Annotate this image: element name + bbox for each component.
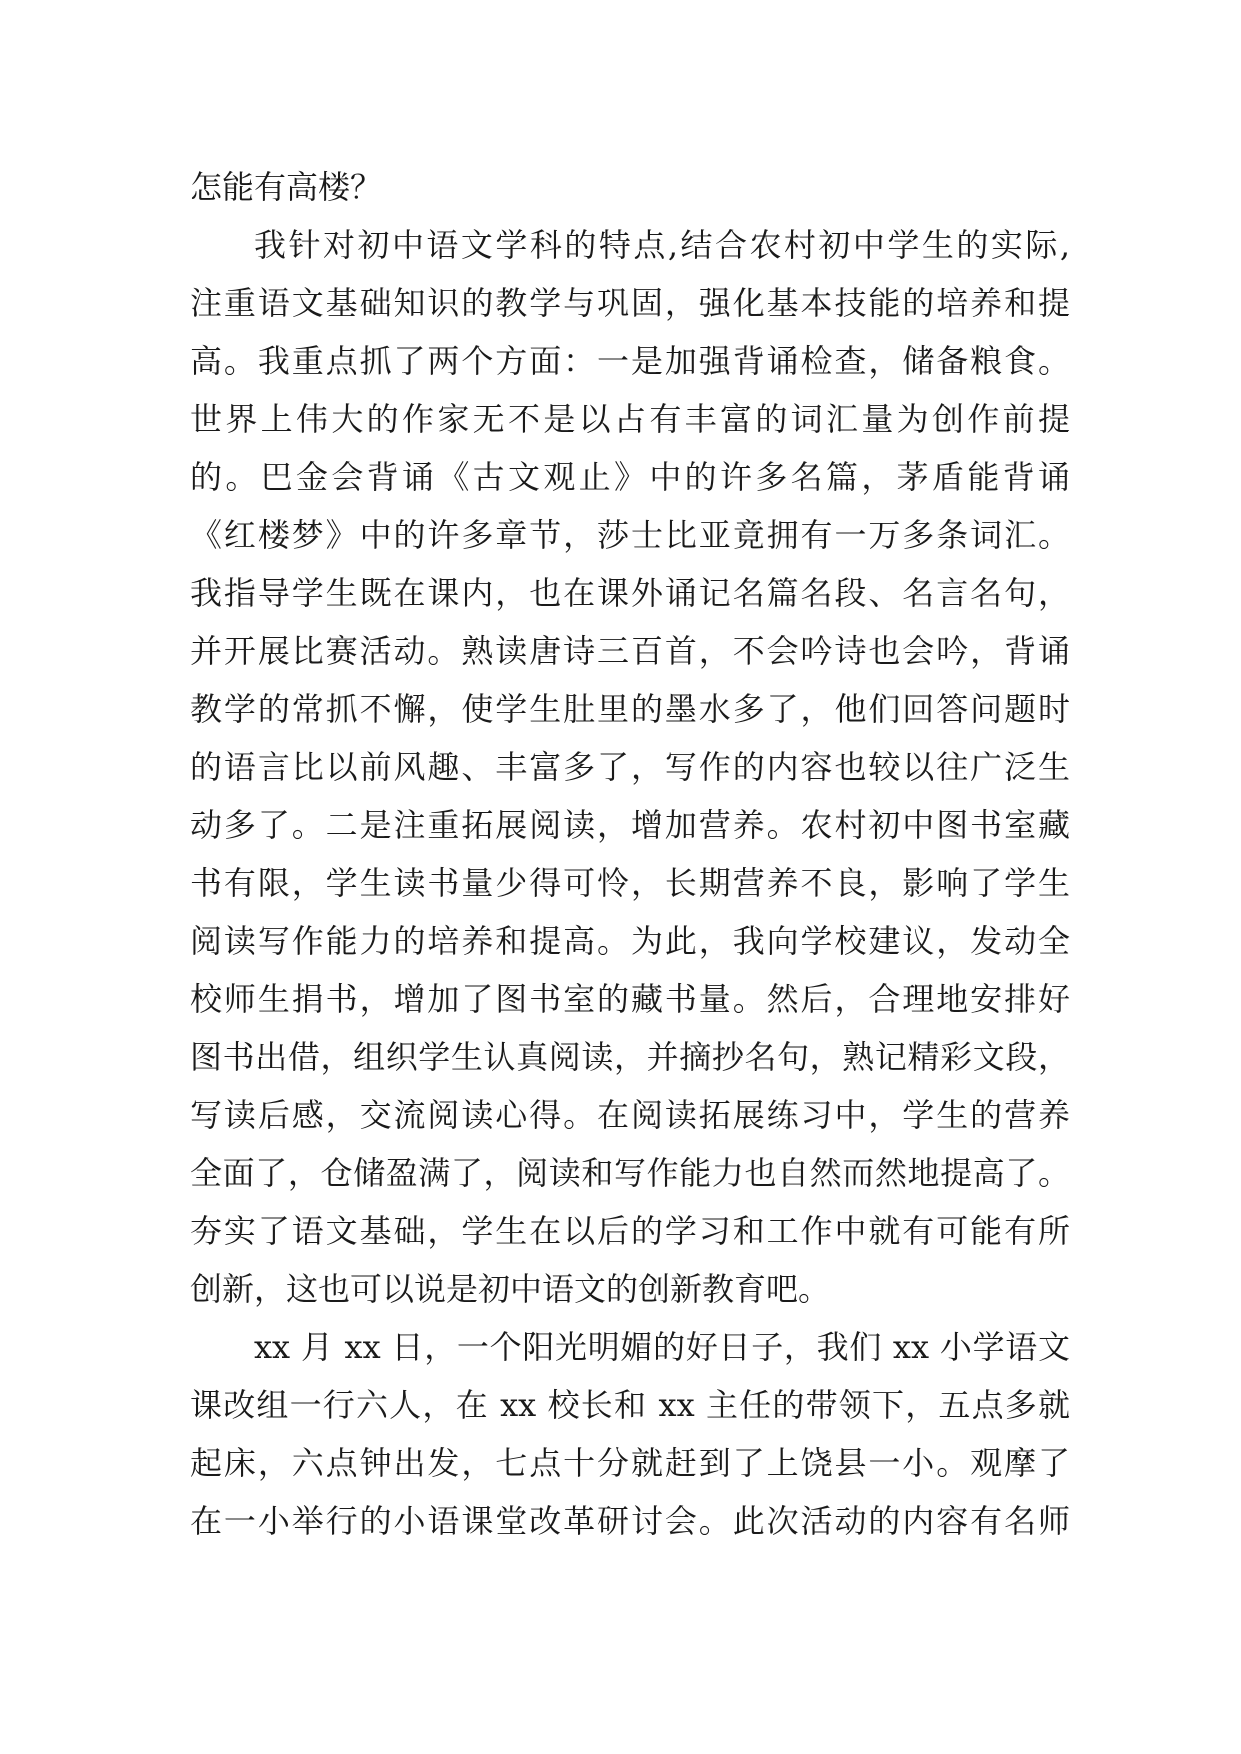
text-line: 《红楼梦》中的许多章节，莎士比亚竟拥有一万多条词汇。 [190,516,1070,554]
text-line: 教学的常抓不懈，使学生肚里的墨水多了，他们回答问题时 [190,690,1070,728]
text-line: 全面了，仓储盈满了，阅读和写作能力也自然而然地提高了。 [190,1154,1070,1192]
text-line: 动多了。二是注重拓展阅读，增加营养。农村初中图书室藏 [190,806,1070,844]
text-line: 高。我重点抓了两个方面：一是加强背诵检查，储备粮食。 [190,342,1070,380]
text-line: 写读后感，交流阅读心得。在阅读拓展练习中，学生的营养 [190,1096,1070,1134]
text-line: 并开展比赛活动。熟读唐诗三百首，不会吟诗也会吟，背诵 [190,632,1070,670]
text-line: 我针对初中语文学科的特点,结合农村初中学生的实际, [254,226,1070,264]
text-line: 书有限，学生读书量少得可怜，长期营养不良，影响了学生 [190,864,1070,902]
text-line: 创新，这也可以说是初中语文的创新教育吧。 [190,1270,831,1308]
text-line: 世界上伟大的作家无不是以占有丰富的词汇量为创作前提 [190,400,1070,438]
text-line: 图书出借，组织学生认真阅读，并摘抄名句，熟记精彩文段， [190,1038,1070,1076]
text-line: 注重语文基础知识的教学与巩固，强化基本技能的培养和提 [190,284,1070,322]
text-line: 怎能有高楼？ [190,168,383,206]
text-line: 在一小举行的小语课堂改革研讨会。此次活动的内容有名师 [190,1502,1070,1540]
text-line: 阅读写作能力的培养和提高。为此，我向学校建议，发动全 [190,922,1070,960]
text-line: 课改组一行六人，在 xx 校长和 xx 主任的带领下，五点多就 [190,1386,1070,1424]
document-body [190,158,1070,1550]
text-line: 的语言比以前风趣、丰富多了，写作的内容也较以往广泛生 [190,748,1070,786]
text-line: 校师生捐书，增加了图书室的藏书量。然后，合理地安排好 [190,980,1070,1018]
text-line: 的。巴金会背诵《古文观止》中的许多名篇，茅盾能背诵 [190,458,1070,496]
text-line: 我指导学生既在课内，也在课外诵记名篇名段、名言名句， [190,574,1070,612]
text-line: 夯实了语文基础，学生在以后的学习和工作中就有可能有所 [190,1212,1070,1250]
text-line: xx 月 xx 日，一个阳光明媚的好日子，我们 xx 小学语文 [254,1328,1070,1366]
text-line: 起床，六点钟出发，七点十分就赶到了上饶县一小。观摩了 [190,1444,1070,1482]
